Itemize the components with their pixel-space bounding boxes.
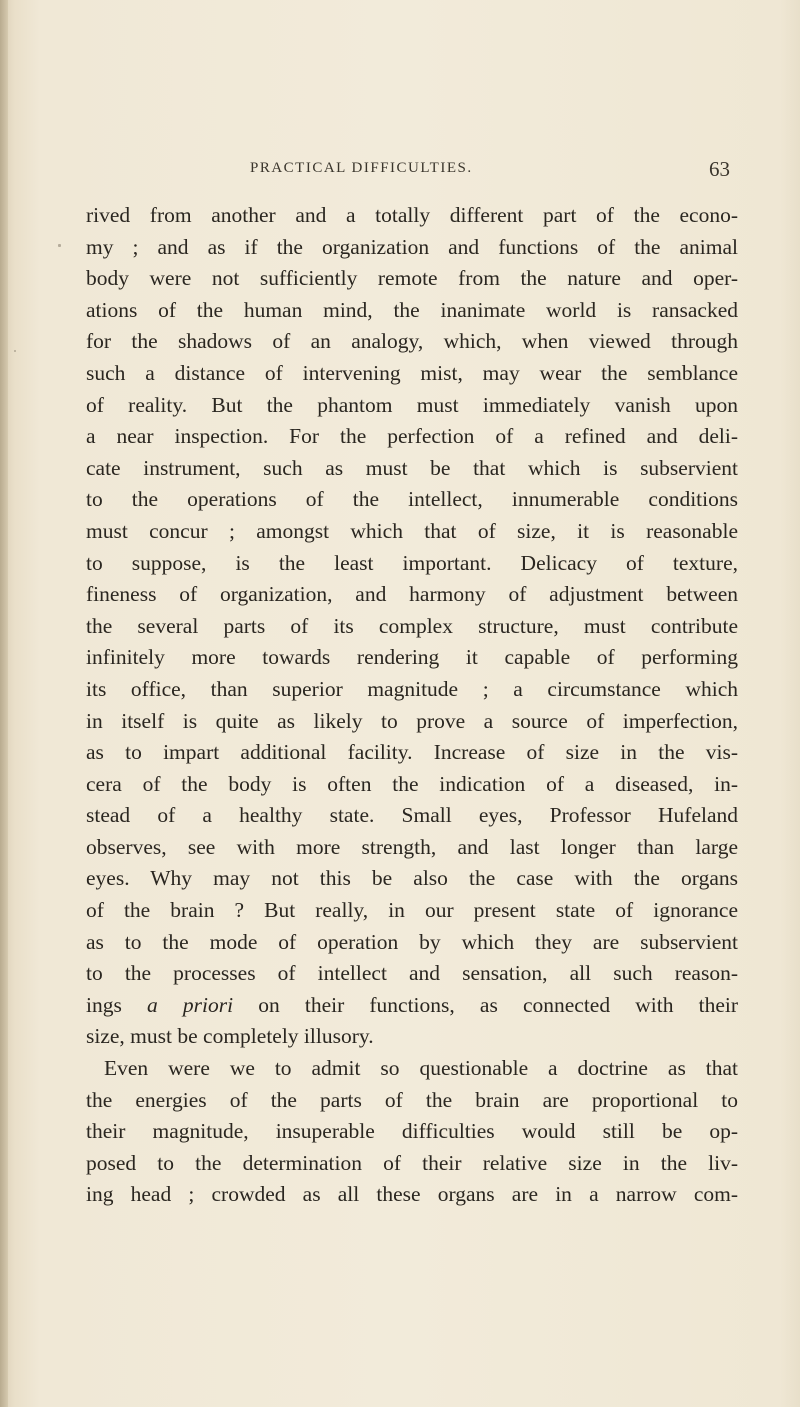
text-line: a near inspection. For the perfection of a refined and deli- — [86, 424, 738, 449]
text-line: posed to the determination of their relative size in the liv- — [86, 1150, 738, 1175]
running-head: PRACTICAL DIFFICULTIES. — [250, 160, 473, 176]
page-header — [90, 157, 730, 190]
text-line: stead of a healthy state. Small eyes, Professor Hufeland — [86, 803, 738, 828]
text-line: cera of the body is often the indication of a diseased, in- — [86, 771, 738, 796]
text-line: must concur ; amongst which that of size, it is reasonable — [86, 518, 738, 543]
text-line: cate instrument, such as must be that which is subservient — [86, 455, 738, 480]
text-line: of the brain ? But really, in our present state of ignorance — [86, 898, 738, 923]
text-line: rived from another and a totally different part of the econo- — [86, 203, 738, 227]
text-line: fineness of organization, and harmony of adjustment between — [86, 582, 738, 607]
text-line-a-priori — [86, 990, 738, 1022]
text-line: to suppose, is the least important. Delicacy of texture, — [86, 550, 738, 575]
text-line: as to impart additional facility. Increase of size in the vis- — [86, 740, 738, 765]
text-line: in itself is quite as likely to prove a source of imperfection, — [86, 708, 738, 733]
italic-phrase: a priori — [146, 992, 234, 1017]
text-line: as to the mode of operation by which they are subservient — [86, 929, 738, 954]
text-line: ations of the human mind, the inanimate world is ransacked — [86, 297, 738, 322]
text-line: the energies of the parts of the brain are proportional to — [86, 1087, 738, 1112]
binding-edge — [0, 0, 8, 1407]
page-number: 63 — [709, 157, 730, 181]
text-fragment: on their functions, as connected with their — [233, 992, 739, 1017]
text-line: eyes. Why may not this be also the case with the organs — [86, 866, 738, 891]
text-line: its office, than superior magnitude ; a circumstance which — [86, 676, 738, 701]
paragraph-end-line: size, must be completely illusory. — [86, 1024, 374, 1049]
text-line: body were not sufficiently remote from the nature and oper- — [86, 266, 738, 291]
text-line: such a distance of intervening mist, may wear the semblance — [86, 360, 738, 385]
text-line: infinitely more towards rendering it capable of performing — [86, 645, 738, 670]
text-line: observes, see with more strength, and last longer than large — [86, 834, 738, 859]
body-text — [86, 200, 738, 1211]
text-line: my ; and as if the organization and functions of the animal — [86, 234, 738, 259]
text-line: ing head ; crowded as all these organs are in a narrow com- — [86, 1182, 738, 1207]
text-fragment: ings — [86, 992, 147, 1017]
text-line: their magnitude, insuperable difficulties would still be op- — [86, 1119, 738, 1144]
ink-speck — [58, 244, 61, 247]
ink-speck — [14, 350, 16, 352]
text-line: to the processes of intellect and sensation, all such reason- — [86, 961, 738, 986]
text-line: of reality. But the phantom must immediately vanish upon — [86, 392, 738, 417]
text-line: for the shadows of an analogy, which, when viewed through — [86, 329, 738, 354]
text-line: the several parts of its complex structure, must contribute — [86, 613, 738, 638]
text-line: to the operations of the intellect, innumerable conditions — [86, 487, 738, 512]
text-line: Even were we to admit so questionable a doctrine as that — [104, 1056, 738, 1081]
